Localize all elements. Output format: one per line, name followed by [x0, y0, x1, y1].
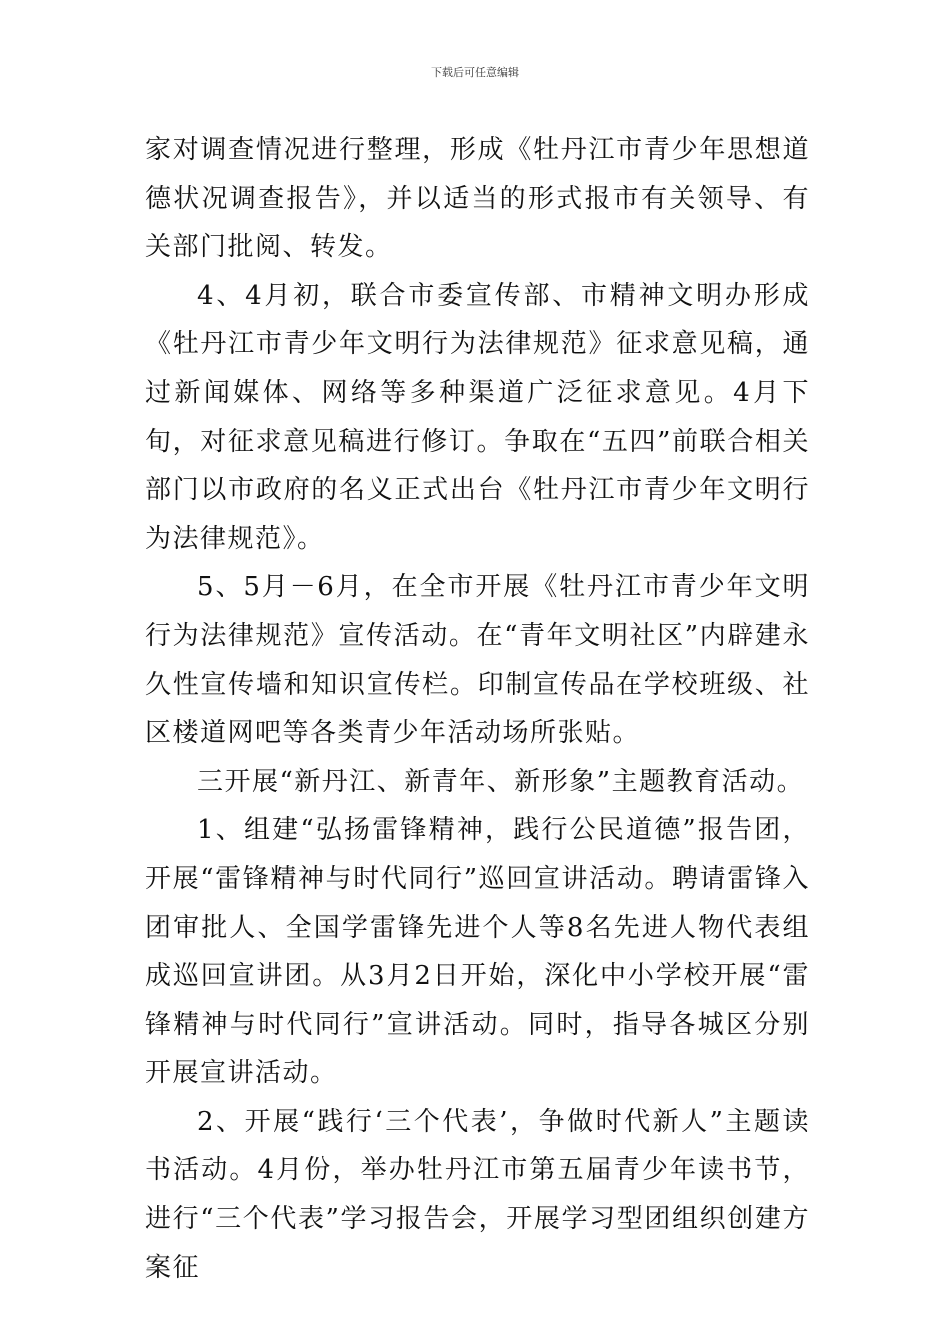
section-heading-3: 三开展“新丹江、新青年、新形象”主题教育活动。	[197, 766, 805, 797]
page-header-note: 下载后可任意编辑	[431, 66, 519, 79]
paragraph-item-1: 1、组建“弘扬雷锋精神，践行公民道德”报告团，开展“雷锋精神与时代同行”巡回宣讲活动。聘请雷锋入团审批人、全国学雷锋先进个人等8名先进人物代表组成巡回宣讲团。从3月2日开始，深化中小学校开展“雷锋精神与时代同行”宣讲活动。同时，指导各城区分别开展宣讲活动。	[145, 815, 810, 1089]
paragraph-item-5: 5、5月－6月，在全市开展《牡丹江市青少年文明行为法律规范》宣传活动。在“青年文明社区”内辟建永久性宣传墙和知识宣传栏。印制宣传品在学校班级、社区楼道网吧等各类青少年活动场所张贴。	[145, 572, 810, 749]
paragraph-survey-report: 家对调查情况进行整理，形成《牡丹江市青少年思想道德状况调查报告》，并以适当的形式报市有关领导、有关部门批阅、转发。	[145, 135, 810, 263]
paragraph-item-2: 2、开展“践行‘三个代表’，争做时代新人”主题读书活动。4月份，举办牡丹江市第五届青少年读书节，进行“三个代表”学习报告会，开展学习型团组织创建方案征	[145, 1106, 810, 1283]
paragraph-item-4: 4、4月初，联合市委宣传部、市精神文明办形成《牡丹江市青少年文明行为法律规范》征求意见稿，通过新闻媒体、网络等多种渠道广泛征求意见。4月下旬，对征求意见稿进行修订。争取在“五四”前联合相关部门以市政府的名义正式出台《牡丹江市青少年文明行为法律规范》。	[145, 280, 810, 554]
document-body	[145, 126, 810, 1292]
